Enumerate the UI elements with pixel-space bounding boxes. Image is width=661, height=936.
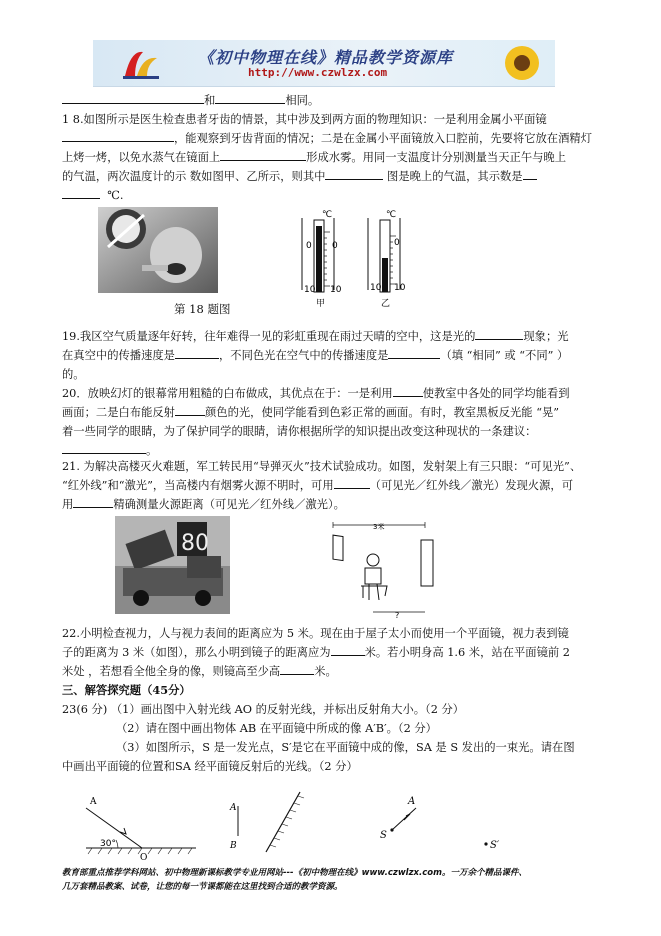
- q19-line2: 在真空中的传播速度是 ，不同色光在空气中的传播速度是 （填 “相同” 或 “不同” ）: [62, 346, 568, 365]
- section-3-heading: 三、解答探究题（45分）: [62, 683, 191, 697]
- point-source-fig: [370, 790, 510, 860]
- q23-line3: （3）如图所示，S 是一发光点，S′是它在平面镜中成的像，SA 是 S 发出的一束光。请在图: [116, 741, 575, 754]
- unknown-distance-label: ?: [395, 611, 400, 620]
- thermometer-figure: [296, 208, 408, 308]
- q20-line4: 。: [62, 441, 157, 460]
- thermo-b-label: 乙: [381, 299, 391, 308]
- object-mirror-fig: [226, 790, 316, 860]
- thermo-b-tick: 10: [370, 283, 382, 293]
- page-footer: [62, 866, 622, 894]
- prev-question-tail: 和 相同。: [62, 91, 319, 110]
- thermo-a-tick: 0: [306, 241, 312, 251]
- site-logo-icon: [121, 46, 161, 80]
- thermo-b-tick: 10: [394, 283, 406, 293]
- q18-line3: 上烤一烤，以免水蒸气在镜面上 形成水雾。用同一支温度计分别测量当天正午与晚上: [62, 148, 566, 167]
- footer-line-2: 几万套精品教案、试卷，让您的每一节课都能在这里找到合适的教学资源。: [62, 882, 343, 892]
- q22-line3: 米处 ，若想看全他全身的像，则镜高至少高 米。: [62, 662, 337, 681]
- ray-a-label: A: [408, 796, 416, 807]
- object-b-label: B: [230, 841, 237, 851]
- site-url: http://www.czwlzx.com: [248, 66, 388, 79]
- thermometer-b: [368, 218, 400, 292]
- distance-label: 3米: [373, 523, 385, 531]
- thermo-a-tick: 0: [332, 241, 338, 251]
- site-title: 《初中物理在线》精品教学资源库: [198, 48, 454, 67]
- dentist-photo: [98, 207, 218, 293]
- q18-line5: ℃.: [62, 186, 123, 205]
- fig18-caption: 第 18 题图: [174, 302, 231, 316]
- q22-line2: 子的距离为 3 米（如图），那么小明到镜子的距离应为 米。若小明身高 1.6 米，站在平面镜前 2: [62, 643, 570, 662]
- thermo-b-tick: 0: [394, 238, 400, 248]
- point-o-label: O: [140, 853, 148, 860]
- q20-line1: 20．放映幻灯的银幕常用粗糙的白布做成，其优点在于：一是利用 使教室中各处的同学均能看到: [62, 384, 570, 403]
- q19-line1: 19.我区空气质量逐年好转，往年难得一见的彩虹重现在雨过天晴的空中，这是光的 现象；光: [62, 327, 569, 346]
- q18-line1: 1 8.如图所示是医生检查患者牙齿的情景，其中涉及到两方面的物理知识：一是利用金属小平面镜: [62, 113, 547, 126]
- fire-missile-truck-photo: [115, 516, 230, 614]
- q23-line2: （2）请在图中画出物体 AB 在平面镜中所成的像 A′B′。（2 分）: [116, 722, 437, 735]
- q23-line1: 23(6 分) （1）画出图中入射光线 AO 的反射光线，并标出反射角大小。（2 分）: [62, 703, 465, 716]
- q21-line1: 21. 为解决高楼灭火难题，军工转民用“导弹灭火”技术试验成功。如图，发射架上有三只眼：“可见光”、: [62, 460, 582, 473]
- thermo-b-unit: ℃: [386, 210, 397, 220]
- q20-line3: 着一些同学的眼睛，为了保护同学的眼睛，请你根据所学的知识提出改变这种现状的一条建议：: [62, 425, 537, 438]
- svg-text:80: 80: [181, 531, 209, 556]
- thermo-a-label: 甲: [316, 299, 326, 308]
- angle-label: 30°: [100, 839, 116, 849]
- point-a-label: A: [90, 797, 97, 807]
- sunflower-icon: [495, 42, 549, 84]
- thermo-a-tick: 10: [304, 285, 316, 295]
- thermometer-a: [302, 218, 334, 292]
- source-s-label: S: [380, 830, 387, 841]
- q18-line2: ，能观察到牙齿背面的情况；二是在金属小平面镜放入口腔前，先要将它放在酒精灯: [62, 129, 592, 148]
- mirror: [421, 540, 433, 586]
- eye-chart: [333, 535, 343, 560]
- eye-test-mirror-diagram: [325, 520, 445, 620]
- q21-line3: 用 精确测量火源距离（可见光／红外线／激光）。: [62, 495, 345, 514]
- object-a-label: A: [230, 803, 237, 813]
- q21-line2: “红外线”和“激光”，当高楼内有烟雾火源不明时，可用 （可见光／红外线／激光）发现火源，可: [62, 476, 573, 495]
- site-banner: [93, 40, 555, 87]
- q19-line3: 的。: [62, 368, 85, 381]
- q22-line1: 22.小明检查视力，人与视力表间的距离应为 5 米。现在由于屋子太小而使用一个平面镜，视力表到镜: [62, 627, 569, 640]
- thermo-a-tick: 10: [330, 285, 342, 295]
- thermo-a-unit: ℃: [322, 210, 333, 220]
- q18-line4: 的气温，两次温度计的示 数如图甲、乙所示，则其中 图是晚上的气温，其示数是: [62, 167, 537, 186]
- image-s-prime-label: S′: [490, 840, 500, 851]
- footer-line-1: 教育部重点推荐学科网站、初中物理新课标教学专业用网站---《初中物理在线》www.czwlzx.com。一万余个精品课件、: [62, 868, 527, 878]
- q23-line4: 中画出平面镜的位置和SA 经平面镜反射后的光线。（2 分）: [62, 760, 358, 773]
- q20-line2: 画面；二是白布能反射 颜色的光，使同学能看到色彩正常的画面。有时，教室黑板反光能 “晃”: [62, 403, 559, 422]
- reflection-fig-1: [80, 790, 200, 860]
